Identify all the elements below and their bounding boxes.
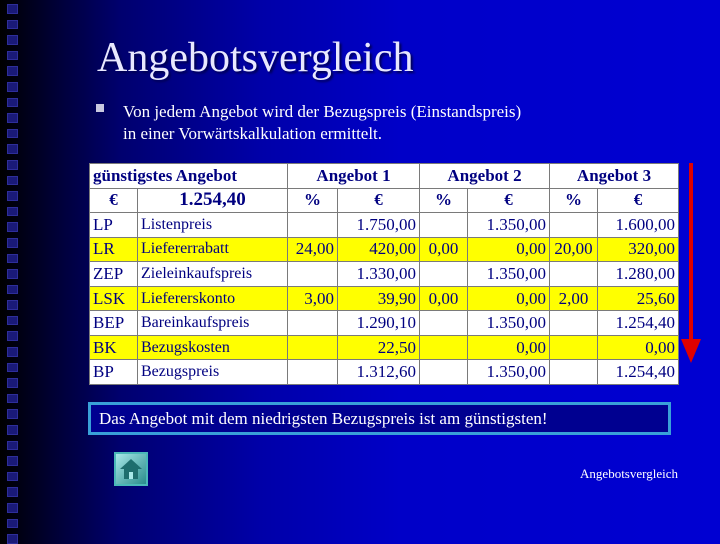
offer-3-percent: 20,00 xyxy=(550,237,598,262)
best-offer-label: günstigstes Angebot xyxy=(90,164,288,189)
offer-2-percent: 0,00 xyxy=(420,237,468,262)
row-code: LR xyxy=(90,237,138,262)
offer-2-percent xyxy=(420,262,468,287)
offer-2-amount: 1.350,00 xyxy=(468,311,550,336)
offer-2-amount: 1.350,00 xyxy=(468,360,550,385)
bullet-marker xyxy=(96,104,104,112)
table-row xyxy=(90,360,679,385)
offer-3-amount: 320,00 xyxy=(598,237,679,262)
offer-3-amount: 0,00 xyxy=(598,335,679,360)
offer-3-percent xyxy=(550,311,598,336)
bullet-text xyxy=(123,101,683,145)
offer-1-percent xyxy=(288,262,338,287)
offer-2-euro-header: € xyxy=(468,188,550,213)
offer-3-percent xyxy=(550,262,598,287)
offer-2-percent-header: % xyxy=(420,188,468,213)
row-code: BP xyxy=(90,360,138,385)
row-code: BK xyxy=(90,335,138,360)
offer-2-percent xyxy=(420,213,468,238)
offer-2-percent xyxy=(420,335,468,360)
offer-2-amount: 0,00 xyxy=(468,335,550,360)
offer-1-amount: 1.750,00 xyxy=(338,213,420,238)
offer-1-amount: 1.312,60 xyxy=(338,360,420,385)
slide-title: Angebotsvergleich xyxy=(97,35,414,81)
offer-1-euro-header: € xyxy=(338,188,420,213)
home-icon[interactable] xyxy=(114,452,148,486)
offer-3-amount: 1.600,00 xyxy=(598,213,679,238)
offer-1-amount: 22,50 xyxy=(338,335,420,360)
table-row xyxy=(90,262,679,287)
table-row xyxy=(90,213,679,238)
offer-1-percent: 3,00 xyxy=(288,286,338,311)
offer-3-amount: 25,60 xyxy=(598,286,679,311)
offer-1-percent xyxy=(288,213,338,238)
offer-comparison-table xyxy=(89,163,679,385)
offer-1-percent xyxy=(288,335,338,360)
offer-3-percent-header: % xyxy=(550,188,598,213)
offer-1-amount: 39,90 xyxy=(338,286,420,311)
offer-3-header: Angebot 3 xyxy=(550,164,679,189)
bullet-line-2: in einer Vorwärtskalkulation ermittelt. xyxy=(123,124,383,143)
offer-1-amount: 1.330,00 xyxy=(338,262,420,287)
best-offer-value: 1.254,40 xyxy=(138,188,288,213)
down-arrow-icon xyxy=(680,163,702,363)
slide-edge-decoration xyxy=(0,0,24,544)
offer-2-percent xyxy=(420,311,468,336)
row-label: Liefererskonto xyxy=(138,286,288,311)
row-code: BEP xyxy=(90,311,138,336)
offer-1-percent xyxy=(288,311,338,336)
row-label: Bareinkaufspreis xyxy=(138,311,288,336)
row-label: Zieleinkaufspreis xyxy=(138,262,288,287)
offer-2-amount: 1.350,00 xyxy=(468,262,550,287)
row-code: ZEP xyxy=(90,262,138,287)
table-row xyxy=(90,311,679,336)
row-label: Liefererrabatt xyxy=(138,237,288,262)
bullet-line-1: Von jedem Angebot wird der Bezugspreis (Einstandspreis) xyxy=(123,102,522,121)
offer-3-percent xyxy=(550,360,598,385)
offer-1-percent: 24,00 xyxy=(288,237,338,262)
table-row xyxy=(90,237,679,262)
offer-1-amount: 420,00 xyxy=(338,237,420,262)
offer-3-amount: 1.280,00 xyxy=(598,262,679,287)
offer-2-amount: 1.350,00 xyxy=(468,213,550,238)
offer-3-amount: 1.254,40 xyxy=(598,360,679,385)
row-label: Bezugskosten xyxy=(138,335,288,360)
footer-text: Angebotsvergleich xyxy=(580,466,678,481)
offer-2-amount: 0,00 xyxy=(468,286,550,311)
best-offer-currency: € xyxy=(90,188,138,213)
row-code: LSK xyxy=(90,286,138,311)
table-row xyxy=(90,335,679,360)
offer-2-header: Angebot 2 xyxy=(420,164,550,189)
offer-1-percent-header: % xyxy=(288,188,338,213)
offer-3-percent xyxy=(550,213,598,238)
offer-1-percent xyxy=(288,360,338,385)
offer-1-header: Angebot 1 xyxy=(288,164,420,189)
row-code: LP xyxy=(90,213,138,238)
offer-2-amount: 0,00 xyxy=(468,237,550,262)
offer-3-percent xyxy=(550,335,598,360)
offer-2-percent: 0,00 xyxy=(420,286,468,311)
conclusion-note: Das Angebot mit dem niedrigsten Bezugspreis ist am günstigsten! xyxy=(88,402,671,435)
offer-2-percent xyxy=(420,360,468,385)
offer-3-amount: 1.254,40 xyxy=(598,311,679,336)
row-label: Listenpreis xyxy=(138,213,288,238)
table-row xyxy=(90,286,679,311)
offer-3-euro-header: € xyxy=(598,188,679,213)
row-label: Bezugspreis xyxy=(138,360,288,385)
offer-1-amount: 1.290,10 xyxy=(338,311,420,336)
offer-3-percent: 2,00 xyxy=(550,286,598,311)
